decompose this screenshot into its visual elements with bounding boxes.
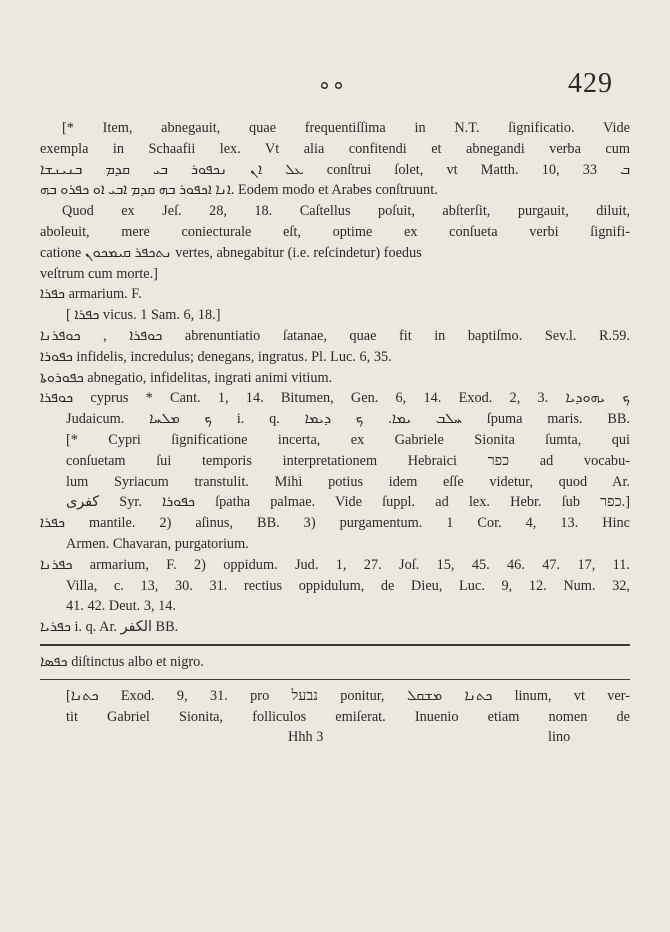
text-line: lum Syriacum transtulit. Mihi potius idem eſſe videtur, quod Ar. bbox=[66, 473, 630, 490]
text-line: Quod ex Jeſ. 28, 18. Caſtellus poſuit, abſterſit, purgauit, diluit, bbox=[62, 203, 630, 220]
catchword: lino bbox=[548, 729, 571, 746]
text-line: [* Cypri ſignificatione incerta, ex Gabriele Sionita ſumta, qui bbox=[66, 431, 630, 448]
signature-mark: Hhh 3 bbox=[288, 729, 324, 746]
section-rule-2 bbox=[40, 679, 630, 680]
text-line: Armen. Chavaran, purgatorium. bbox=[66, 535, 249, 552]
text-line: [ܟܬܢܐ Exod. 9, 31. pro נבעל ponitur, ܟܬܢܐ ܡܫܩܠ linum, vt ver- bbox=[66, 687, 630, 704]
entry-block bbox=[40, 118, 630, 638]
text-line: catione ܢܬܟܦܪ ܩܝܡܟܘܢ vertes, abnegabitur (i.e. reſcindetur) foedus bbox=[40, 244, 422, 261]
running-head-syriac: ܘ ܘ bbox=[320, 74, 343, 93]
text-line: ܟܘܦܪܐ cyprus * Cant. 1, 14. Bitumen, Gen. 6, 14. Exod. 2, 3. ܟ ܝܗܘܕܝܐ bbox=[40, 390, 630, 407]
text-line: ܟܦܪܐ mantile. 2) aſinus, BB. 3) purgamentum. 1 Cor. 4, 13. Hinc bbox=[40, 515, 630, 532]
text-line: conſuetam ſui temporis interpretationem Hebraici כפר ad vocabu- bbox=[66, 452, 630, 469]
text-line: ܟܦܘܪܘܬܐ abnegatio, infidelitas, ingrati animi vitium. bbox=[40, 369, 333, 386]
text-line: ܟܦܘܪܐ infidelis, incredulus; denegans, ingratus. Pl. Luc. 6, 35. bbox=[40, 348, 392, 365]
text-line: ܟܦܪܐ armarium. F. bbox=[40, 286, 142, 303]
text-line: ܟܦܣܐ diſtinctus albo et nigro. bbox=[40, 653, 204, 670]
text-line: exempla in Schaafii lex. Vt alia confitendi et abnegandi verba cum bbox=[40, 140, 630, 157]
page-header bbox=[0, 68, 670, 108]
signature-line bbox=[40, 727, 630, 749]
entry-block-3 bbox=[40, 686, 630, 728]
text-line: tit Gabriel Sionita, folliculos emiſerat. Inuenio etiam nomen de bbox=[66, 708, 630, 725]
section-rule bbox=[40, 644, 630, 646]
text-line: [* Item, abnegauit, quae frequentiſſima in N.T. ſignificatio. Vide bbox=[62, 120, 630, 136]
text-line: ܟܘܦܪܐ , ܟܘܦܪܢܐ abrenuntiatio ſatanae, quae fit in baptiſmo. Sev.l. R.59. bbox=[40, 327, 630, 344]
text-line: ܐܢܐ ܐܟܦܘܪ ܒܗ ܩܕܡ ܐܒܝ ܐܘ ܟܦܪܘ ܒܗ. Eodem modo et Arabes conſtruunt. bbox=[40, 182, 438, 199]
text-line: ܟܦܪܝܐ i. q. Ar. الكفر BB. bbox=[40, 619, 179, 636]
text-line: Judaicum. ܟ ܡܠܚܐ i. q. ܚܠܒ ܝܡܐ. ܟ ܕܝܡܐ ſpuma maris. BB. bbox=[66, 411, 630, 428]
text-line: aboleuit, mere coniecturale eſt, optime ex conſueta verbi ſignifi- bbox=[40, 223, 630, 240]
text-line: veſtrum cum morte.] bbox=[40, 265, 158, 282]
text-line: ܥܠ ܐܢ ܢܟܦܘܪ ܒܝ ܩܕܡ ܒܢܝܢܫܐ conſtrui ſolet, vt Matth. 10, 33 ܒ bbox=[40, 161, 630, 178]
text-line: 41. 42. Deut. 3, 14. bbox=[66, 598, 176, 615]
text-line: [ ܟܦܪܐ vicus. 1 Sam. 6, 18.] bbox=[66, 307, 221, 324]
page-number: 429 bbox=[568, 68, 613, 99]
text-line: ܟܦܪܢܐ armarium, F. 2) oppidum. Jud. 1, 27. Joſ. 15, 45. 46. 47. 17, 11. bbox=[40, 556, 630, 573]
text-line: كفرى Syr. ܟܦܘܪܐ ſpatha palmae. Vide ſuppl. ad lex. Hebr. ſub כפר.] bbox=[66, 494, 630, 511]
text-line: Villa, c. 13, 30. 31. rectius oppidulum, de Dieu, Luc. 9, 12. Num. 32, bbox=[66, 577, 630, 594]
entry-block-2 bbox=[40, 652, 630, 673]
page-body bbox=[40, 118, 630, 749]
